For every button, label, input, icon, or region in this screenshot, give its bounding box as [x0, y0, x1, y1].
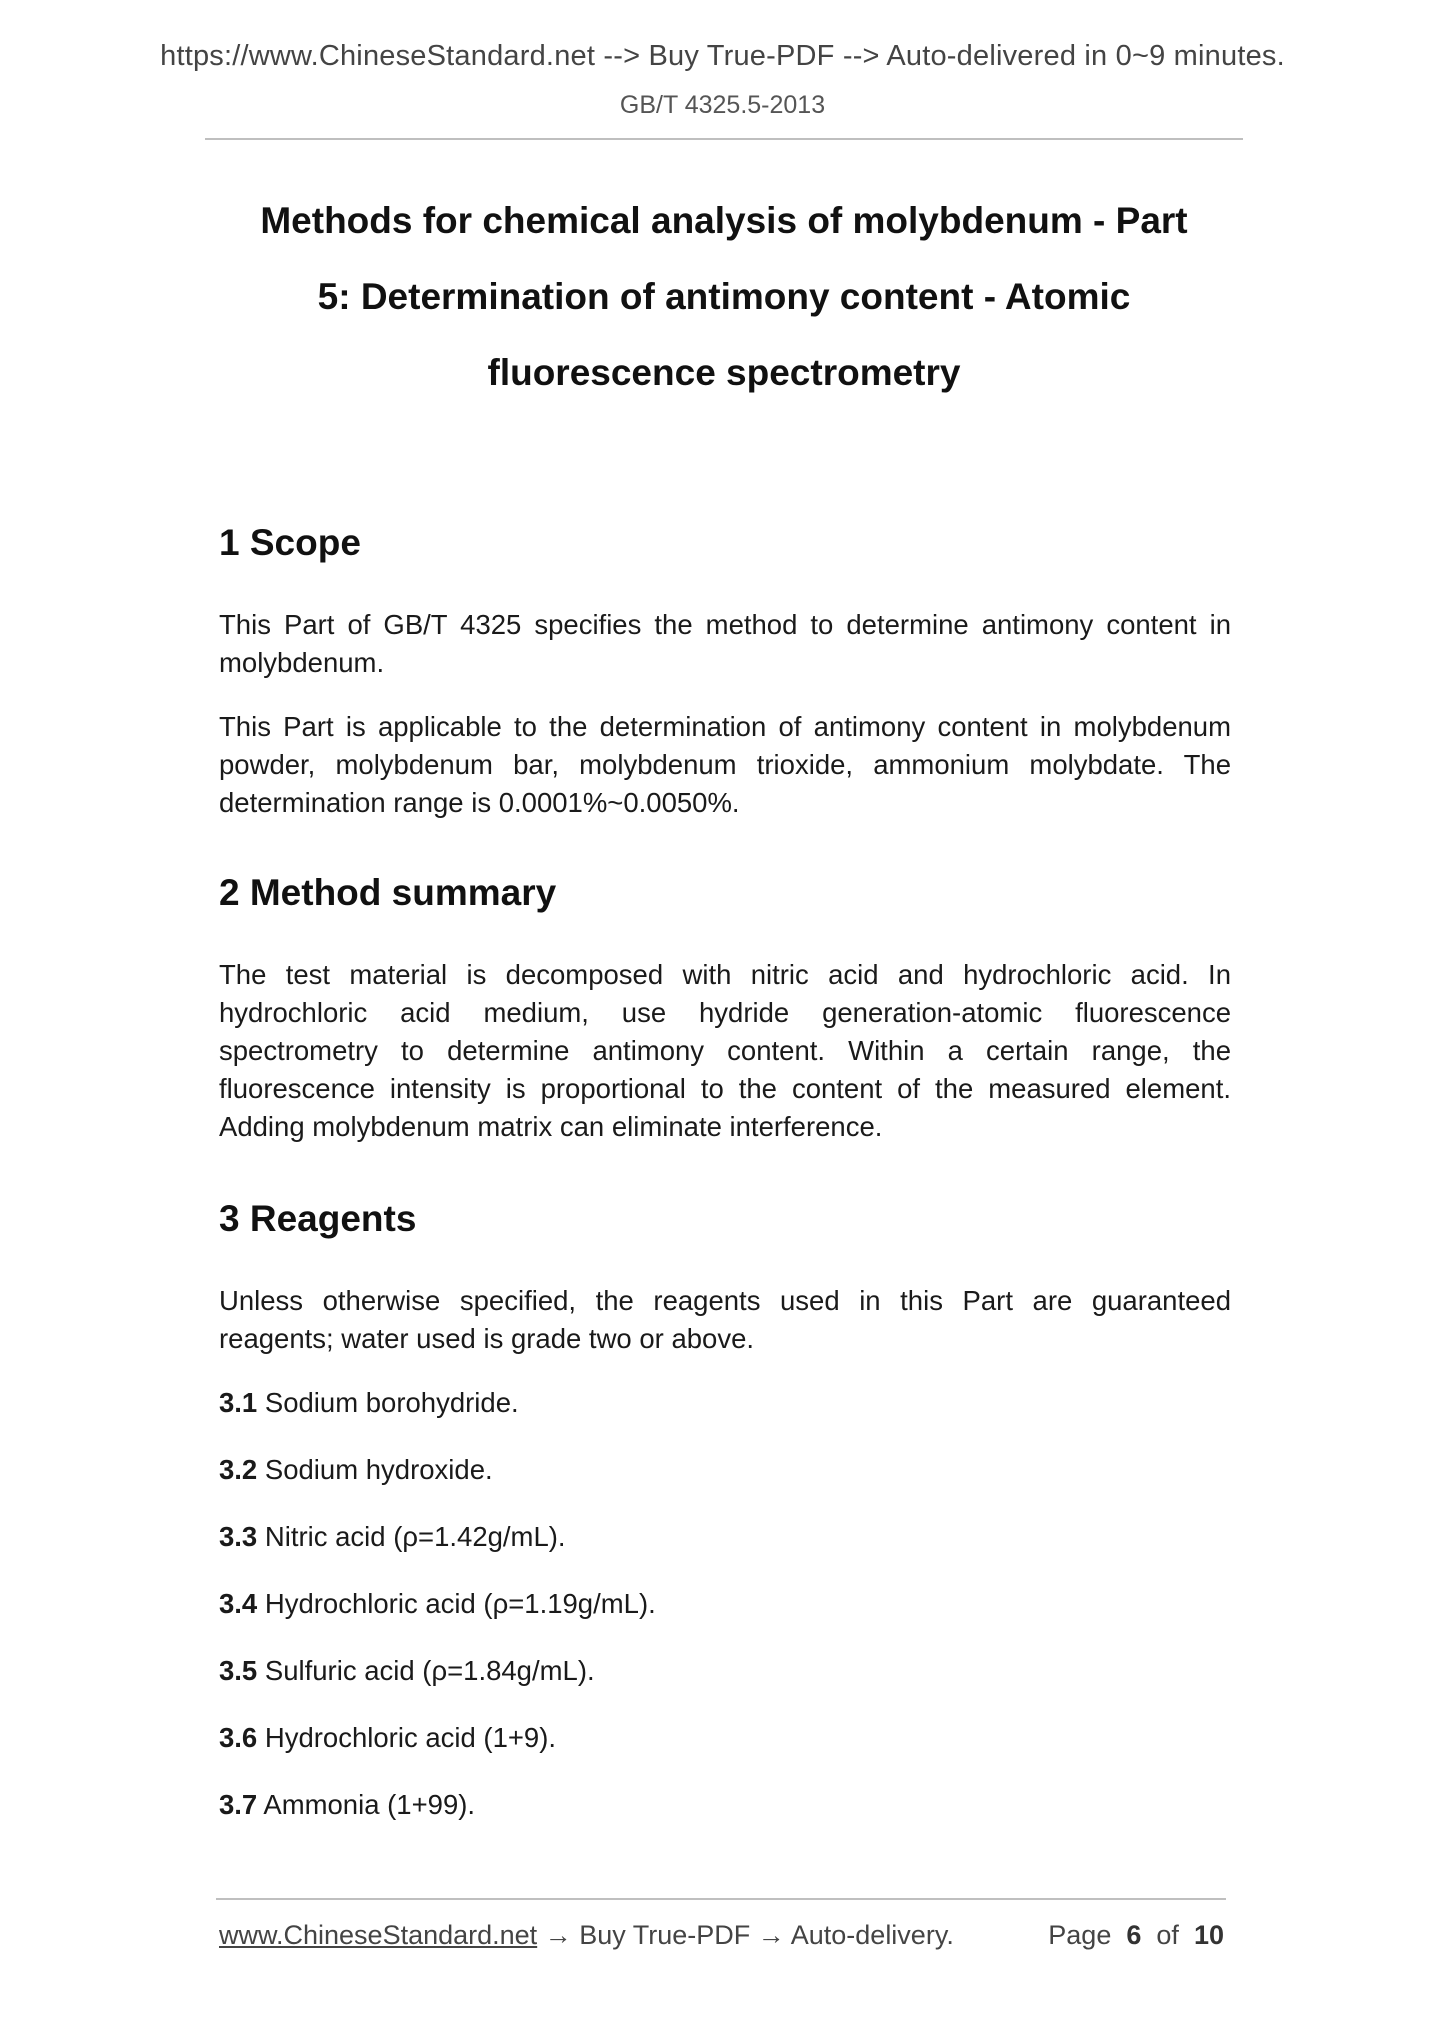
- scope-paragraph-1: This Part of GB/T 4325 specifies the method to determine antimony content in molybdenum.: [219, 609, 1231, 678]
- section-scope: [219, 514, 1231, 822]
- reagent-text: Hydrochloric acid (ρ=1.19g/mL).: [257, 1588, 656, 1619]
- reagent-item: [219, 1585, 1231, 1623]
- reagent-number: 3.4: [219, 1588, 258, 1619]
- reagent-item: [219, 1518, 1231, 1556]
- reagent-number: 3.3: [219, 1521, 258, 1552]
- footer-promo: [219, 1920, 954, 1951]
- reagent-item: [219, 1786, 1231, 1824]
- footer-site-link[interactable]: www.ChineseStandard.net: [219, 1920, 538, 1950]
- reagent-text: Sulfuric acid (ρ=1.84g/mL).: [257, 1655, 595, 1686]
- document-title: [205, 183, 1243, 411]
- method-summary-paragraph: The test material is decomposed with nitric acid and hydrochloric acid. In hydrochloric acid medium, use hydride generation-atomic fluorescence spectrometry to determine antimony content. Within a certain range, the fluorescence intensity is proportional to the content of the measured element. Adding molybdenum matrix can eliminate interference.: [219, 959, 1231, 1142]
- section-method-summary: [219, 864, 1231, 1146]
- page-of-label: of: [1156, 1920, 1179, 1950]
- header-banner: https://www.ChineseStandard.net --> Buy True-PDF --> Auto-delivered in 0~9 minutes.: [160, 40, 1285, 72]
- reagent-item: [219, 1451, 1231, 1489]
- reagent-text: Hydrochloric acid (1+9).: [257, 1722, 557, 1753]
- header-divider: [205, 138, 1243, 140]
- reagent-item: [219, 1719, 1231, 1757]
- reagent-number: 3.6: [219, 1722, 258, 1753]
- section-reagents: [219, 1190, 1231, 1824]
- footer-divider: [216, 1898, 1226, 1900]
- reagent-number: 3.5: [219, 1655, 258, 1686]
- footer-promo-text: → Buy True-PDF → Auto-delivery.: [537, 1920, 954, 1950]
- reagents-paragraph: Unless otherwise specified, the reagents used in this Part are guaranteed reagents; water used is grade two or above.: [219, 1285, 1231, 1354]
- reagent-text: Sodium borohydride.: [257, 1387, 519, 1418]
- page-label: Page: [1048, 1920, 1112, 1950]
- section-heading-scope: 1 Scope: [219, 522, 361, 563]
- document-body: [219, 514, 1231, 1853]
- reagent-number: 3.2: [219, 1454, 258, 1485]
- section-heading-reagents: 3 Reagents: [219, 1198, 417, 1239]
- reagent-text: Ammonia (1+99).: [257, 1789, 476, 1820]
- section-heading-method-summary: 2 Method summary: [219, 872, 557, 913]
- page-indicator: [1048, 1920, 1224, 1951]
- scope-paragraph-2: This Part is applicable to the determination of antimony content in molybdenum powder, molybdenum bar, molybdenum trioxide, ammonium molybdate. The determination range is 0.0001%~0.0050%.: [219, 711, 1231, 818]
- title-line-3: fluorescence spectrometry: [487, 352, 961, 393]
- title-line-1: Methods for chemical analysis of molybdenum - Part: [260, 200, 1188, 241]
- reagent-item: [219, 1652, 1231, 1690]
- reagent-number: 3.1: [219, 1387, 258, 1418]
- reagent-text: Nitric acid (ρ=1.42g/mL).: [257, 1521, 566, 1552]
- reagent-text: Sodium hydroxide.: [257, 1454, 493, 1485]
- title-line-2: 5: Determination of antimony content - Atomic: [317, 276, 1131, 317]
- reagent-number: 3.7: [219, 1789, 258, 1820]
- page-current: 6: [1126, 1920, 1142, 1950]
- standard-code: GB/T 4325.5-2013: [619, 91, 826, 119]
- reagent-item: [219, 1384, 1231, 1422]
- page-total: 10: [1193, 1920, 1224, 1950]
